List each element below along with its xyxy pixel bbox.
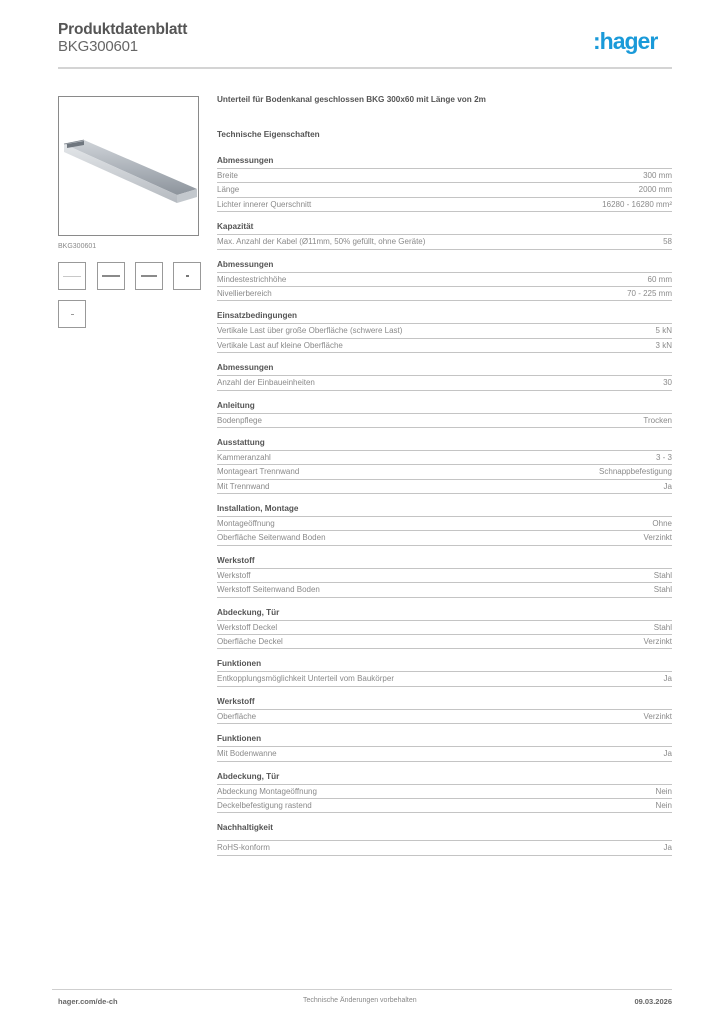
- spec-value: 58: [663, 237, 672, 247]
- spec-section: [217, 696, 672, 724]
- spec-value: Ja: [663, 843, 672, 853]
- section-heading: Abmessungen: [217, 362, 672, 376]
- document-title: Produktdatenblatt: [58, 21, 188, 38]
- spec-value: 70 - 225 mm: [627, 288, 672, 298]
- section-heading: Installation, Montage: [217, 503, 672, 517]
- spec-row: [217, 785, 672, 799]
- spec-label: Bodenpflege: [217, 415, 262, 425]
- section-heading: Werkstoff: [217, 555, 672, 569]
- spec-value: 300 mm: [643, 171, 672, 180]
- spec-value: Trocken: [643, 415, 672, 425]
- thumbnail-1[interactable]: [58, 262, 86, 290]
- thumbnail-preview-icon: [141, 275, 157, 277]
- spec-label: Deckelbefestigung rastend: [217, 800, 312, 810]
- spec-row: [217, 635, 672, 649]
- thumbnail-preview-icon: [102, 275, 120, 277]
- spec-row: [217, 583, 672, 597]
- footer-disclaimer: Technische Änderungen vorbehalten: [303, 997, 417, 1004]
- spec-value: Stahl: [653, 585, 672, 595]
- section-heading: Ausstattung: [217, 437, 672, 451]
- spec-value: Ja: [663, 749, 672, 759]
- spec-row: [217, 287, 672, 301]
- product-title: Unterteil für Bodenkanal geschlossen BKG 300x60 mit Länge von 2m: [217, 95, 486, 104]
- spec-section: [217, 771, 672, 814]
- spec-row: [217, 235, 672, 249]
- thumbnail-preview-icon: [186, 275, 189, 277]
- thumbnail-preview-icon: [71, 314, 74, 315]
- section-heading: Abdeckung, Tür: [217, 771, 672, 785]
- spec-label: Länge: [217, 185, 240, 195]
- spec-section: [217, 437, 672, 494]
- spec-section: [217, 259, 672, 302]
- footer-date: 09.03.2026: [634, 997, 672, 1006]
- spec-label: Oberfläche Seitenwand Boden: [217, 533, 326, 543]
- spec-row: [217, 531, 672, 545]
- section-heading: Werkstoff: [217, 696, 672, 710]
- spec-section: [217, 155, 672, 212]
- spec-row: [217, 465, 672, 479]
- spec-label: Kammeranzahl: [217, 452, 271, 462]
- spec-section: [217, 733, 672, 761]
- spec-section: [217, 310, 672, 353]
- spec-label: RoHS-konform: [217, 843, 270, 853]
- thumbnail-preview-icon: [63, 276, 81, 277]
- section-heading: Abmessungen: [217, 155, 672, 169]
- spec-label: Oberfläche Deckel: [217, 637, 283, 647]
- spec-value: 2000 mm: [638, 185, 672, 195]
- spec-row: [217, 451, 672, 465]
- section-heading: Abdeckung, Tür: [217, 607, 672, 621]
- spec-section: [217, 658, 672, 686]
- spec-label: Werkstoff Deckel: [217, 622, 278, 632]
- spec-label: Lichter innerer Querschnitt: [217, 199, 312, 209]
- spec-value: Verzinkt: [643, 533, 672, 543]
- spec-section: [217, 503, 672, 546]
- spec-sections: [217, 155, 672, 865]
- spec-label: Max. Anzahl der Kabel (Ø11mm, 50% gefüllt, ohne Geräte): [217, 237, 426, 247]
- section-heading: Funktionen: [217, 733, 672, 747]
- spec-label: Vertikale Last über große Oberfläche (schwere Last): [217, 326, 403, 336]
- spec-label: Montageart Trennwand: [217, 467, 300, 477]
- spec-row: [217, 480, 672, 494]
- spec-row: [217, 376, 672, 390]
- spec-row: [217, 621, 672, 635]
- section-heading: Einsatzbedingungen: [217, 310, 672, 324]
- spec-row: [217, 169, 672, 183]
- spec-label: Oberfläche: [217, 711, 257, 721]
- spec-row: [217, 710, 672, 724]
- spec-label: Vertikale Last auf kleine Oberfläche: [217, 340, 343, 350]
- spec-label: Mindestestrichhöhe: [217, 274, 287, 284]
- spec-value: Verzinkt: [643, 637, 672, 647]
- spec-value: 5 kN: [655, 326, 672, 336]
- spec-value: Ja: [663, 481, 672, 491]
- spec-label: Mit Trennwand: [217, 481, 270, 491]
- footer-website-link[interactable]: hager.com/de-ch: [58, 997, 118, 1006]
- spec-value: Verzinkt: [643, 711, 672, 721]
- spec-row: [217, 414, 672, 428]
- section-heading: Funktionen: [217, 658, 672, 672]
- spec-label: Anzahl der Einbaueinheiten: [217, 378, 315, 388]
- spec-value: Ja: [663, 674, 672, 684]
- spec-value: Nein: [655, 800, 672, 810]
- thumbnail-5[interactable]: [58, 300, 86, 328]
- spec-row: [217, 517, 672, 531]
- spec-value: 3 kN: [655, 340, 672, 350]
- footer-divider: [52, 989, 672, 990]
- section-heading: Nachhaltigkeit: [217, 822, 672, 841]
- spec-section: [217, 221, 672, 249]
- spec-label: Entkopplungsmöglichkeit Unterteil vom Baukörper: [217, 674, 394, 684]
- spec-label: Werkstoff Seitenwand Boden: [217, 585, 320, 595]
- spec-section: [217, 607, 672, 650]
- spec-row: [217, 747, 672, 761]
- spec-section: [217, 555, 672, 598]
- spec-section: [217, 400, 672, 428]
- section-heading: Kapazität: [217, 221, 672, 235]
- product-main-image[interactable]: [58, 96, 199, 236]
- thumbnail-3[interactable]: [135, 262, 163, 290]
- spec-value: 16280 - 16280 mm²: [602, 199, 672, 209]
- section-heading: Anleitung: [217, 400, 672, 414]
- spec-value: 60 mm: [647, 274, 672, 284]
- section-heading: Abmessungen: [217, 259, 672, 273]
- spec-label: Abdeckung Montageöffnung: [217, 786, 317, 796]
- spec-row: [217, 183, 672, 197]
- thumbnail-2[interactable]: [97, 262, 125, 290]
- header-divider: [58, 67, 672, 69]
- spec-value: Ohne: [652, 519, 672, 529]
- spec-label: Montageöffnung: [217, 519, 275, 529]
- product-code: BKG300601: [58, 38, 138, 55]
- spec-label: Mit Bodenwanne: [217, 749, 277, 759]
- spec-row: [217, 672, 672, 686]
- spec-value: Schnappbefestigung: [599, 467, 672, 477]
- spec-value: Nein: [655, 786, 672, 796]
- tech-properties-heading: Technische Eigenschaften: [217, 130, 320, 139]
- spec-value: Stahl: [653, 570, 672, 580]
- spec-row: [217, 799, 672, 813]
- image-caption: BKG300601: [58, 243, 97, 250]
- spec-label: Nivellierbereich: [217, 288, 272, 298]
- hager-logo: :hager: [593, 28, 658, 54]
- spec-label: Werkstoff: [217, 570, 251, 580]
- spec-section: [217, 822, 672, 855]
- spec-section: [217, 362, 672, 390]
- floor-duct-image-icon: [59, 97, 199, 236]
- spec-row: [217, 198, 672, 212]
- spec-value: Stahl: [653, 622, 672, 632]
- spec-value: 30: [663, 378, 672, 388]
- thumbnail-4[interactable]: [173, 262, 201, 290]
- spec-row: [217, 273, 672, 287]
- spec-label: Breite: [217, 171, 238, 180]
- spec-row: [217, 569, 672, 583]
- spec-value: 3 - 3: [655, 452, 672, 462]
- spec-row: [217, 339, 672, 353]
- spec-row: [217, 841, 672, 855]
- spec-row: [217, 324, 672, 338]
